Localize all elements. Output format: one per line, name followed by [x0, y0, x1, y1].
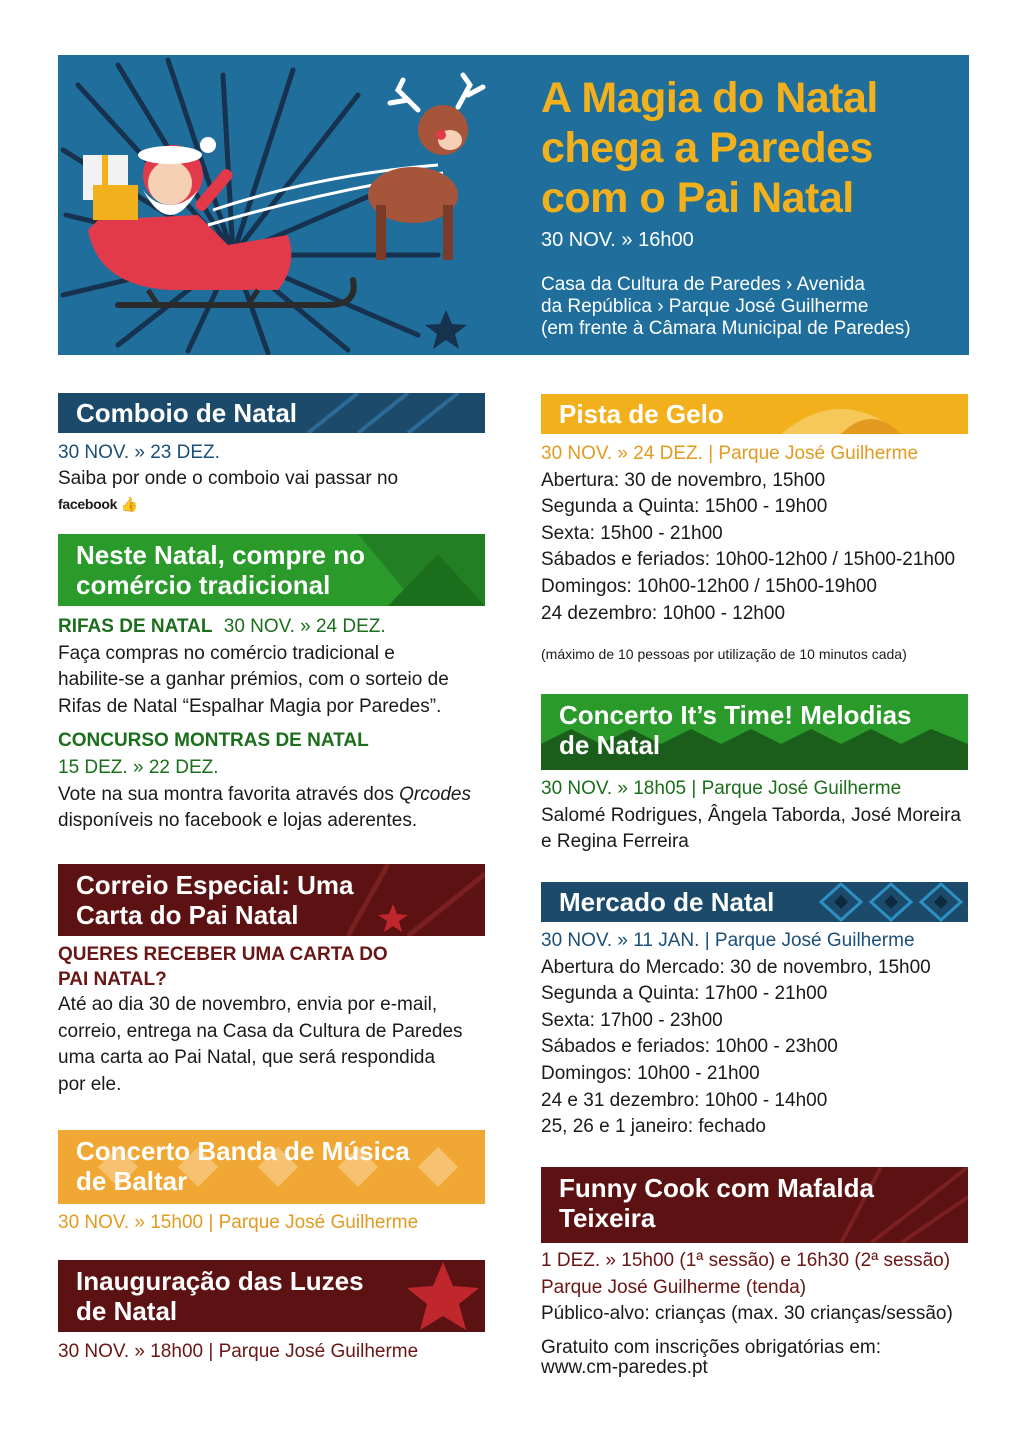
hero-text	[541, 73, 961, 340]
melodias-line: e Regina Ferreira	[541, 831, 689, 853]
funny-title-line: Teixeira	[559, 1203, 656, 1233]
mercado-line: Segunda a Quinta: 17h00 - 21h00	[541, 983, 828, 1005]
funny-title-line: Funny Cook com Mafalda	[559, 1173, 874, 1203]
pista-title: Pista de Gelo	[559, 399, 724, 429]
comboio-date: 30 NOV. » 23 DEZ.	[58, 442, 220, 463]
pista-banner	[541, 394, 968, 434]
correio-info	[58, 942, 498, 1098]
funny-place: Parque José Guilherme (tenda)	[541, 1276, 807, 1298]
hero-title-line: A Magia do Natal	[541, 74, 878, 122]
melodias-line: Salomé Rodrigues, Ângela Taborda, José Moreira	[541, 804, 961, 826]
banda-date: 30 NOV. » 15h00 | Parque José Guilherme	[58, 1212, 419, 1233]
hero-title-line: chega a Paredes	[541, 124, 873, 172]
montras-text-line	[58, 782, 498, 809]
comboio-banner	[58, 393, 485, 433]
luzes-title-line: Inauguração das Luzes	[76, 1266, 364, 1296]
comboio-info	[58, 440, 488, 517]
mercado-banner	[541, 882, 968, 922]
melodias-info	[541, 776, 981, 856]
comboio-title: Comboio de Natal	[76, 398, 298, 428]
comercio-title-line: Neste Natal, compre no	[76, 540, 365, 570]
montras-qrcodes: Qrcodes	[399, 783, 471, 805]
thumbs-up-icon: 👍	[120, 495, 138, 512]
funny-info	[541, 1248, 981, 1378]
pista-line: 24 dezembro: 10h00 - 12h00	[541, 602, 786, 624]
comercio-title-line: comércio tradicional	[76, 570, 331, 600]
correio-text-line: uma carta ao Pai Natal, que será respondida	[58, 1047, 436, 1069]
luzes-date: 30 NOV. » 18h00 | Parque José Guilherme	[58, 1341, 419, 1362]
pista-line: Abertura: 30 de novembro, 15h00	[541, 469, 826, 491]
correio-text-line: correio, entrega na Casa da Cultura de Paredes	[58, 1020, 463, 1042]
mercado-line: 24 e 31 dezembro: 10h00 - 14h00	[541, 1089, 828, 1111]
pista-line: Segunda a Quinta: 15h00 - 19h00	[541, 496, 828, 518]
mercado-info	[541, 928, 981, 1141]
montras-text-line: disponíveis no facebook e lojas aderentes.	[58, 810, 418, 832]
hero-location-line: (em frente à Câmara Municipal de Paredes)	[541, 318, 911, 339]
rifas-text-line: Rifas de Natal “Espalhar Magia por Paredes”.	[58, 695, 442, 717]
pista-line: Sexta: 15h00 - 21h00	[541, 522, 723, 544]
montras-label: CONCURSO MONTRAS DE NATAL	[58, 730, 369, 752]
melodias-title-line: de Natal	[559, 730, 661, 760]
hero-banner	[58, 55, 969, 355]
rifas-label: RIFAS DE NATAL	[58, 616, 213, 637]
funny-website-link[interactable]: www.cm-paredes.pt	[541, 1356, 708, 1378]
mercado-line: Sábados e feriados: 10h00 - 23h00	[541, 1036, 838, 1058]
mercado-line: Abertura do Mercado: 30 de novembro, 15h00	[541, 956, 931, 978]
correio-text-line: Até ao dia 30 de novembro, envia por e-mail,	[58, 994, 438, 1015]
hero-title-line: com o Pai Natal	[541, 174, 854, 222]
banda-title-line: Concerto Banda de Música	[76, 1136, 410, 1166]
mercado-date: 30 NOV. » 11 JAN. | Parque José Guilherme	[541, 930, 915, 951]
funny-banner	[541, 1167, 968, 1243]
banda-banner	[58, 1130, 485, 1204]
melodias-banner	[541, 694, 968, 770]
funny-date: 1 DEZ. » 15h00 (1ª sessão) e 16h30 (2ª sessão)	[541, 1250, 951, 1271]
funny-footer-line: Gratuito com inscrições obrigatórias em:	[541, 1336, 882, 1358]
hero-location-line: da República › Parque José Guilherme	[541, 296, 869, 317]
comercio-banner	[58, 534, 485, 606]
comercio-info	[58, 614, 498, 835]
facebook-label: facebook	[58, 495, 118, 512]
comboio-text: Saiba por onde o comboio vai passar no	[58, 467, 399, 489]
montras-text: Vote na sua montra favorita através dos	[58, 783, 400, 805]
facebook-link[interactable]	[58, 491, 488, 518]
melodias-date: 30 NOV. » 18h05 | Parque José Guilherme	[541, 778, 902, 799]
correio-subhead-line: PAI NATAL?	[58, 969, 167, 990]
mercado-line: Sexta: 17h00 - 23h00	[541, 1009, 723, 1031]
hero-location	[541, 274, 961, 340]
correio-subhead-line: QUERES RECEBER UMA CARTA DO	[58, 944, 388, 965]
mercado-title: Mercado de Natal	[559, 887, 775, 917]
luzes-banner	[58, 1260, 485, 1332]
luzes-title-line: de Natal	[76, 1296, 178, 1326]
banda-title-line: de Baltar	[76, 1166, 188, 1196]
melodias-title-line: Concerto It’s Time! Melodias	[559, 700, 912, 730]
rifas-text-line: Faça compras no comércio tradicional e	[58, 642, 395, 664]
rifas-text-line: habilite-se a ganhar prémios, com o sorteio de	[58, 669, 449, 691]
pista-line: Domingos: 10h00-12h00 / 15h00-19h00	[541, 575, 877, 597]
pista-info	[541, 441, 981, 668]
pista-line: Sábados e feriados: 10h00-12h00 / 15h00-21h00	[541, 549, 956, 571]
montras-date: 15 DEZ. » 22 DEZ.	[58, 756, 219, 778]
pista-note: (máximo de 10 pessoas por utilização de 10 minutos cada)	[541, 646, 907, 663]
mercado-line: 25, 26 e 1 janeiro: fechado	[541, 1116, 767, 1138]
rifas-date: 30 NOV. » 24 DEZ.	[223, 616, 386, 637]
pista-date: 30 NOV. » 24 DEZ. | Parque José Guilherme	[541, 443, 919, 464]
hero-date: 30 NOV. » 16h00	[541, 229, 694, 251]
correio-text-line: por ele.	[58, 1073, 122, 1095]
mercado-line: Domingos: 10h00 - 21h00	[541, 1062, 760, 1084]
funny-audience: Público-alvo: crianças (max. 30 crianças/sessão)	[541, 1303, 953, 1325]
correio-title-line: Carta do Pai Natal	[76, 900, 299, 930]
hero-title	[541, 73, 961, 223]
hero-location-line: Casa da Cultura de Paredes › Avenida	[541, 274, 865, 295]
correio-banner	[58, 864, 485, 936]
correio-title-line: Correio Especial: Uma	[76, 870, 354, 900]
